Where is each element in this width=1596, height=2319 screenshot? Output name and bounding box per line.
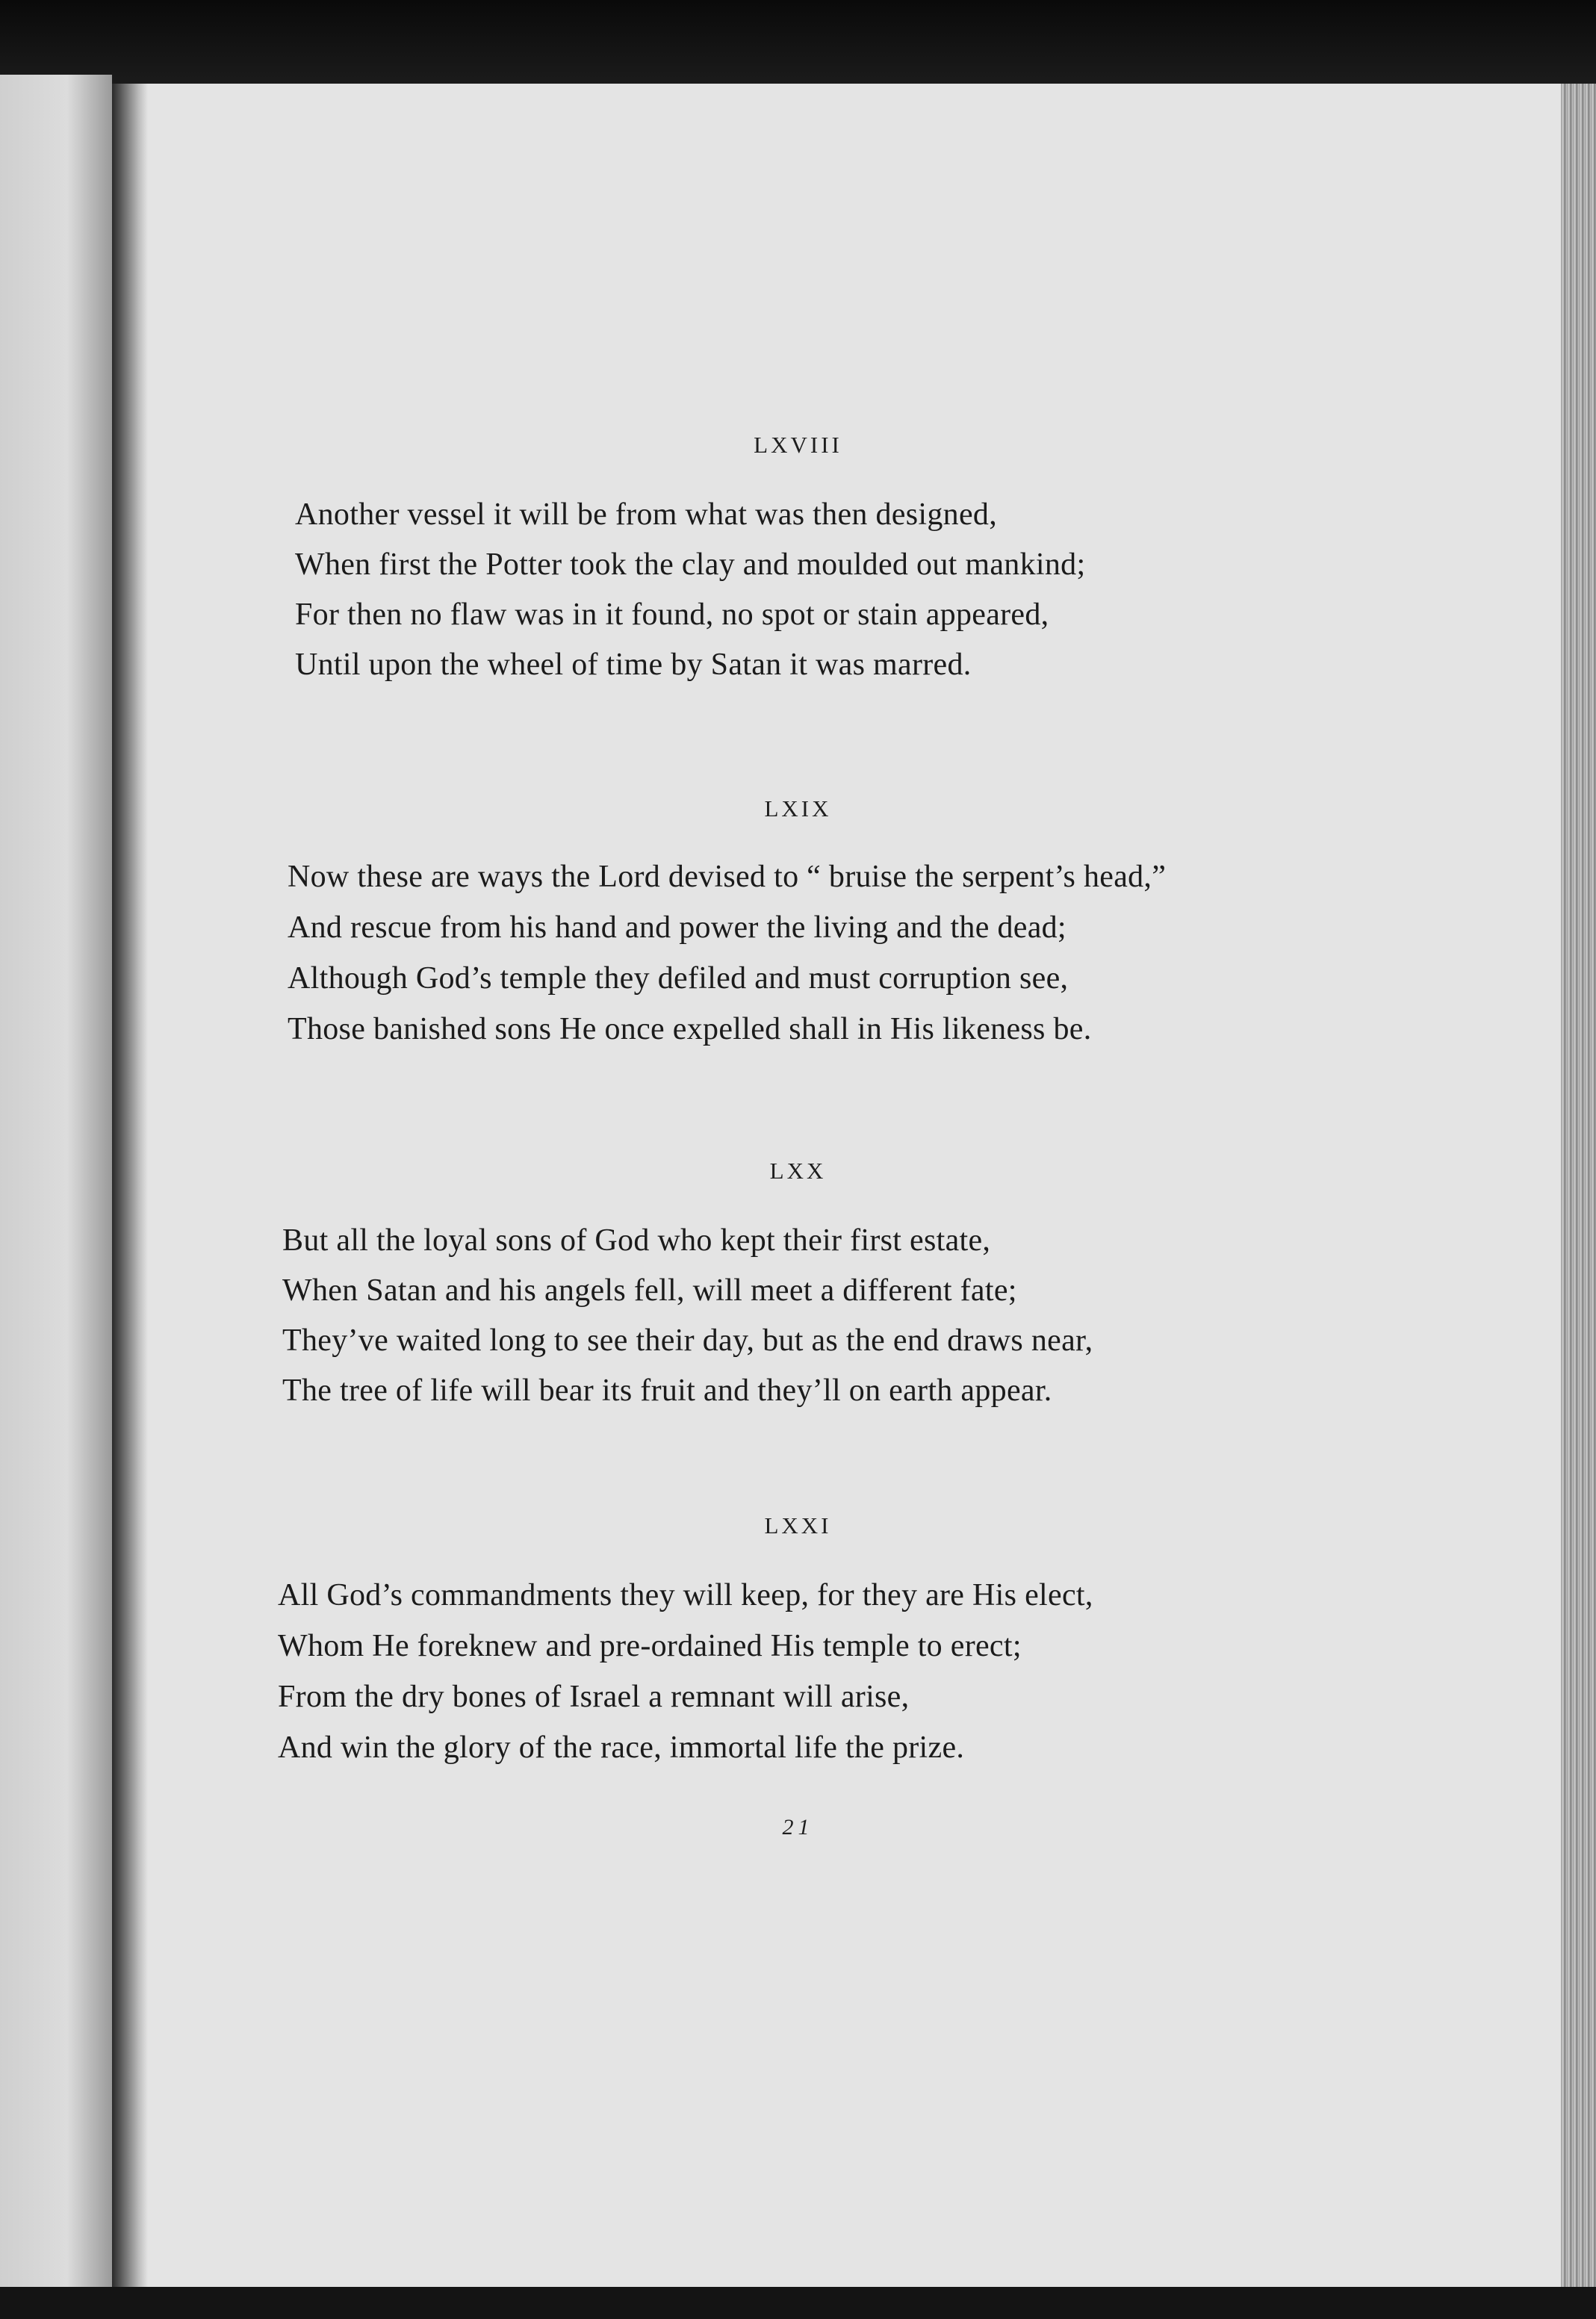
stanza-heading: LXXI: [764, 1512, 832, 1539]
book-page: [112, 84, 1568, 2287]
verse-line: Those banished sons He once expelled shall in His likeness be.: [288, 1012, 1092, 1046]
verse-line: And rescue from his hand and power the living and the dead;: [288, 910, 1066, 945]
verse-line: From the dry bones of Israel a remnant will arise,: [278, 1680, 910, 1714]
scan-border-bottom: [0, 2287, 1596, 2319]
verse-line: Now these are ways the Lord devised to “ bruise the serpent’s head,”: [288, 860, 1167, 894]
stanza-heading: LXVIII: [754, 432, 842, 458]
verse-line: Until upon the wheel of time by Satan it was marred.: [295, 648, 972, 682]
verse-line: And win the glory of the race, immortal life the prize.: [278, 1730, 965, 1765]
verse-line: They’ve waited long to see their day, but as the end draws near,: [282, 1323, 1093, 1358]
page-number: 21: [782, 1815, 814, 1840]
verse-line: Whom He foreknew and pre-ordained His temple to erect;: [278, 1629, 1022, 1663]
stanza-heading: LXIX: [764, 795, 832, 822]
verse-line: When first the Potter took the clay and moulded out mankind;: [295, 547, 1086, 582]
page-stack-edge: [1561, 84, 1596, 2319]
verse-line: Another vessel it will be from what was then designed,: [295, 497, 997, 532]
verse-line: The tree of life will bear its fruit and they’ll on earth appear.: [282, 1373, 1052, 1408]
verse-line: When Satan and his angels fell, will meet a different fate;: [282, 1273, 1017, 1308]
page-gutter: [112, 84, 148, 2287]
verse-line: Although God’s temple they defiled and must corruption see,: [288, 961, 1069, 996]
verse-line: But all the loyal sons of God who kept their first estate,: [282, 1223, 991, 1258]
scan-border-top: [0, 0, 1596, 90]
stanza-heading: LXX: [769, 1158, 827, 1184]
verse-line: All God’s commandments they will keep, for they are His elect,: [278, 1578, 1093, 1612]
verse-line: For then no flaw was in it found, no spot or stain appeared,: [295, 597, 1049, 632]
facing-page-edge: [0, 75, 112, 2319]
